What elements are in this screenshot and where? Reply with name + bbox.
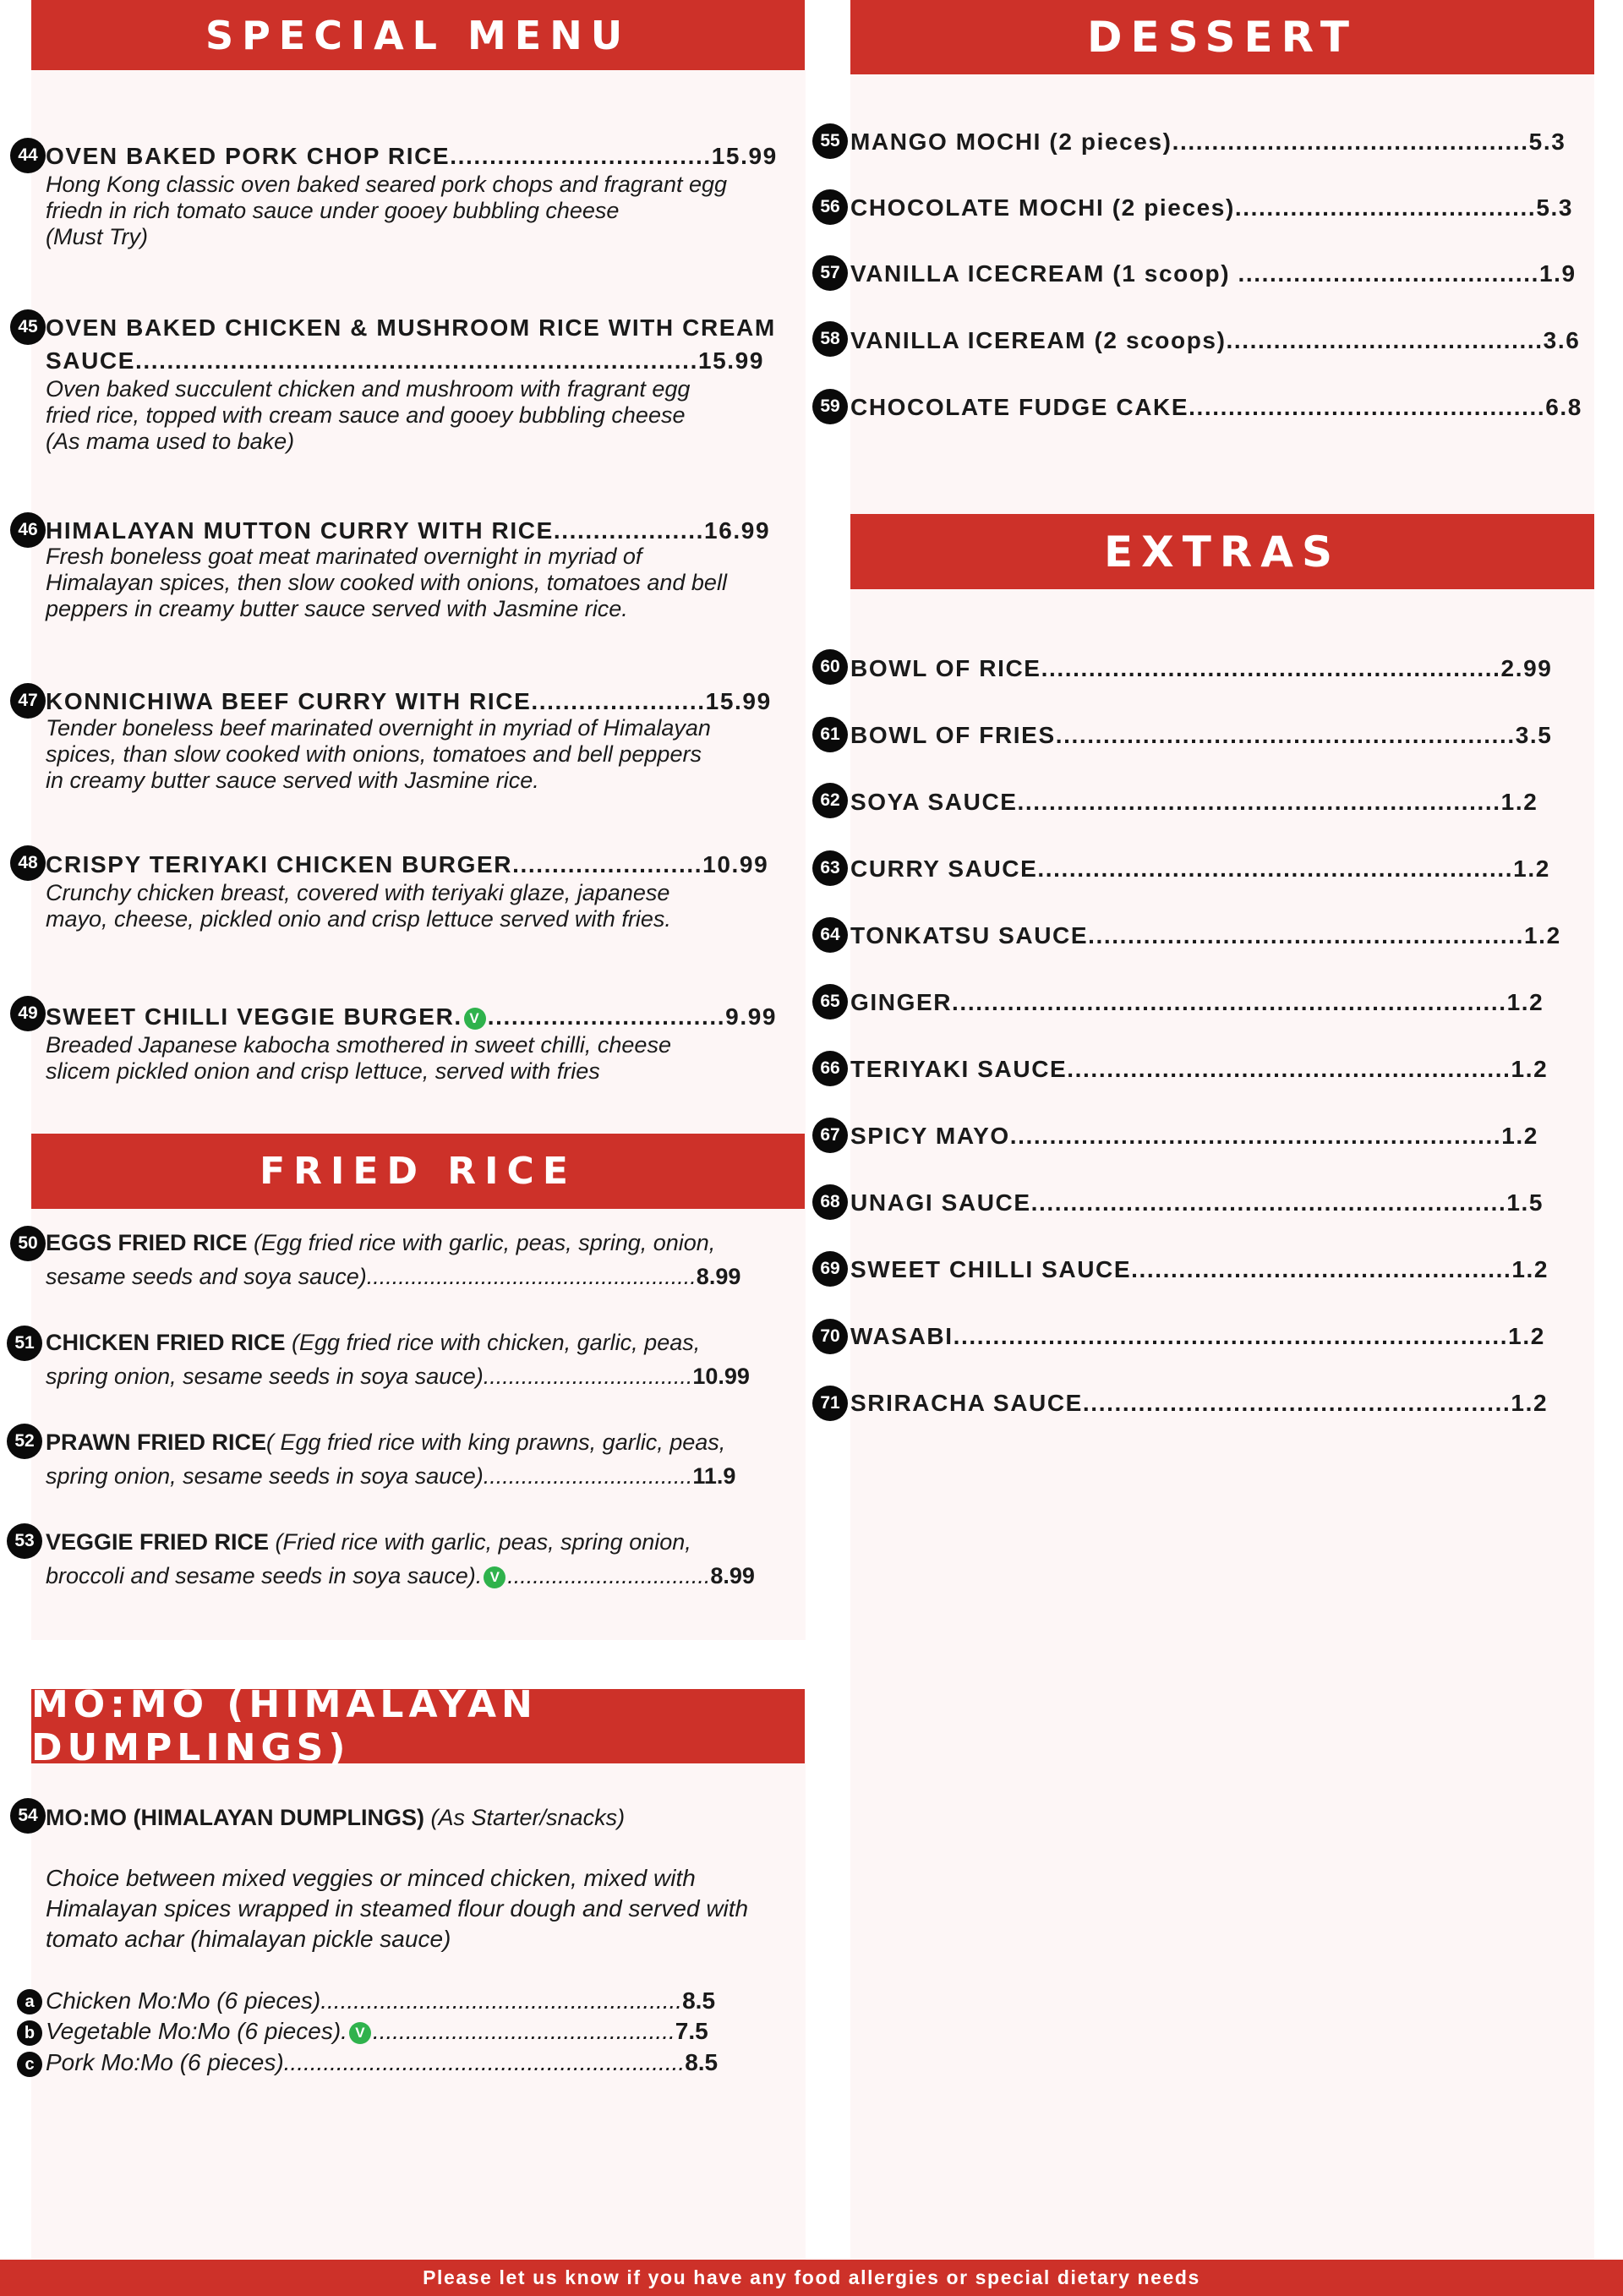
item-description: Hong Kong classic oven baked seared pork chops and fragrant egg friedn in rich tomato sauce under gooey bubbling cheese (Must Try)	[46, 172, 728, 249]
item-number-badge: 70	[812, 1319, 848, 1354]
item-number-badge: 51	[7, 1326, 42, 1361]
item-title: KONNICHIWA BEEF CURRY WITH RICE......................15.99	[46, 688, 772, 714]
extra-text: SPICY MAYO..............................................................1.2	[850, 1123, 1538, 1149]
item-number-badge: 46	[10, 512, 46, 548]
item-title: OVEN BAKED PORK CHOP RICE.................................15.99	[46, 143, 778, 169]
item-number-badge: 61	[812, 717, 848, 752]
dessert-text: VANILLA ICEREAM (2 scoops)........................................3.6	[850, 327, 1581, 353]
momo-description: Choice between mixed veggies or minced chicken, mixed with Himalayan spices wrapped in steamed flour dough and served with tomato achar (himalayan pickle sauce)	[46, 1865, 749, 1952]
option-text: Vegetable Mo:Mo (6 pieces). V ..............................................7.5	[46, 2018, 708, 2044]
extras-banner: EXTRAS	[850, 514, 1594, 589]
item-title: SWEET CHILLI VEGGIE BURGER. V ..............................9.99	[46, 1003, 778, 1030]
vegetarian-icon: V	[349, 2022, 371, 2044]
item-title: CRISPY TERIYAKI CHICKEN BURGER........................10.99	[46, 851, 769, 877]
extra-text: TERIYAKI SAUCE........................................................1.2	[850, 1056, 1549, 1082]
item-number-badge: 44	[10, 138, 46, 173]
extra-text: BOWL OF RICE..........................................................2.99	[850, 655, 1553, 681]
item-number-badge: 49	[10, 996, 46, 1031]
option-letter-badge: a	[17, 1989, 42, 2014]
item-number-badge: 54	[10, 1798, 46, 1834]
vegetarian-icon: V	[464, 1008, 486, 1030]
extra-text: UNAGI SAUCE............................................................1.5	[850, 1189, 1544, 1216]
item-description: Fresh boneless goat meat marinated overnight in myriad of Himalayan spices, then slow cooked with onions, tomatoes and bell peppers in creamy butter sauce served with Jasmine rice.	[46, 544, 727, 621]
special-menu-banner: SPECIAL MENU	[31, 0, 805, 70]
allergy-footer: Please let us know if you have any food allergies or special dietary needs	[0, 2260, 1623, 2296]
item-description: Oven baked succulent chicken and mushroom with fragrant egg fried rice, topped with cream sauce and gooey bubbling cheese (As mama used to bake)	[46, 376, 691, 454]
item-number-badge: 58	[812, 321, 848, 357]
option-text: Pork Mo:Mo (6 pieces).............................................................8.5	[46, 2049, 719, 2075]
item-number-badge: 67	[812, 1118, 848, 1153]
item-number-badge: 63	[812, 850, 848, 886]
item-number-badge: 55	[812, 123, 848, 159]
item-description: Crunchy chicken breast, covered with teriyaki glaze, japanese mayo, cheese, pickled onio and crisp lettuce served with fries.	[46, 880, 671, 932]
dessert-text: MANGO MOCHI (2 pieces).............................................5.3	[850, 128, 1566, 155]
option-letter-badge: b	[17, 2020, 42, 2046]
momo-banner: MO:MO (HIMALAYAN DUMPLINGS)	[31, 1689, 805, 1763]
fried-rice-text: EGGS FRIED RICE (Egg fried rice with garlic, peas, spring, onion, sesame seeds and soya sauce)....................................................8.99	[46, 1230, 741, 1289]
fried-rice-text: CHICKEN FRIED RICE (Egg fried rice with chicken, garlic, peas, spring onion, sesame seeds in soya sauce).................................10.99	[46, 1330, 750, 1389]
item-number-badge: 50	[10, 1226, 46, 1261]
item-title: HIMALAYAN MUTTON CURRY WITH RICE...................16.99	[46, 517, 771, 544]
item-number-badge: 53	[7, 1523, 42, 1559]
item-number-badge: 60	[812, 649, 848, 685]
extra-text: GINGER......................................................................1.2	[850, 989, 1544, 1015]
item-number-badge: 45	[10, 309, 46, 345]
fried-rice-banner: FRIED RICE	[31, 1134, 805, 1209]
item-number-badge: 71	[812, 1386, 848, 1421]
item-number-badge: 65	[812, 984, 848, 1020]
extra-text: CURRY SAUCE............................................................1.2	[850, 856, 1550, 882]
extra-text: SOYA SAUCE.............................................................1.2	[850, 789, 1538, 815]
item-description: Tender boneless beef marinated overnight in myriad of Himalayan spices, than slow cooked with onions, tomatoes and bell peppers in creamy butter sauce served with Jasmine rice.	[46, 715, 711, 793]
item-number-badge: 47	[10, 683, 46, 719]
dessert-text: VANILLA ICECREAM (1 scoop) ......................................1.9	[850, 260, 1577, 287]
extra-text: TONKATSU SAUCE.......................................................1.2	[850, 922, 1561, 948]
item-number-badge: 52	[7, 1424, 42, 1459]
fried-rice-text: VEGGIE FRIED RICE (Fried rice with garlic, peas, spring onion, broccoli and sesame seeds in soya sauce). V ................................8.99	[46, 1529, 755, 1588]
left-panel-bottom	[31, 1691, 806, 2260]
item-number-badge: 66	[812, 1051, 848, 1086]
dessert-banner: DESSERT	[850, 0, 1594, 74]
option-letter-badge: c	[17, 2052, 42, 2077]
extra-text: WASABI......................................................................1.2	[850, 1323, 1545, 1349]
momo-title: MO:MO (HIMALAYAN DUMPLINGS) (As Starter/snacks)	[46, 1805, 626, 1830]
item-number-badge: 62	[812, 783, 848, 818]
item-number-badge: 69	[812, 1251, 848, 1287]
extra-text: BOWL OF FRIES..........................................................3.5	[850, 722, 1553, 748]
item-number-badge: 57	[812, 255, 848, 291]
item-title: OVEN BAKED CHICKEN & MUSHROOM RICE WITH CREAM	[46, 314, 776, 341]
item-number-badge: 59	[812, 389, 848, 424]
vegetarian-icon: V	[484, 1566, 505, 1588]
item-description: Breaded Japanese kabocha smothered in sweet chilli, cheese slicem pickled onion and crisp lettuce, served with fries	[46, 1032, 671, 1084]
extra-text: SRIRACHA SAUCE......................................................1.2	[850, 1390, 1549, 1416]
dessert-text: CHOCOLATE MOCHI (2 pieces)......................................5.3	[850, 194, 1574, 221]
fried-rice-text: PRAWN FRIED RICE( Egg fried rice with king prawns, garlic, peas, spring onion, sesame seeds in soya sauce).................................11.9	[46, 1430, 736, 1489]
item-title-line2: SAUCE.......................................................................15.99	[46, 347, 765, 374]
item-number-badge: 48	[10, 845, 46, 881]
item-number-badge: 64	[812, 917, 848, 953]
option-text: Chicken Mo:Mo (6 pieces).......................................................8.5	[46, 1987, 716, 2014]
extra-text: SWEET CHILLI SAUCE................................................1.2	[850, 1256, 1549, 1282]
dessert-text: CHOCOLATE FUDGE CAKE.............................................6.8	[850, 394, 1582, 420]
item-number-badge: 56	[812, 189, 848, 225]
item-number-badge: 68	[812, 1184, 848, 1220]
